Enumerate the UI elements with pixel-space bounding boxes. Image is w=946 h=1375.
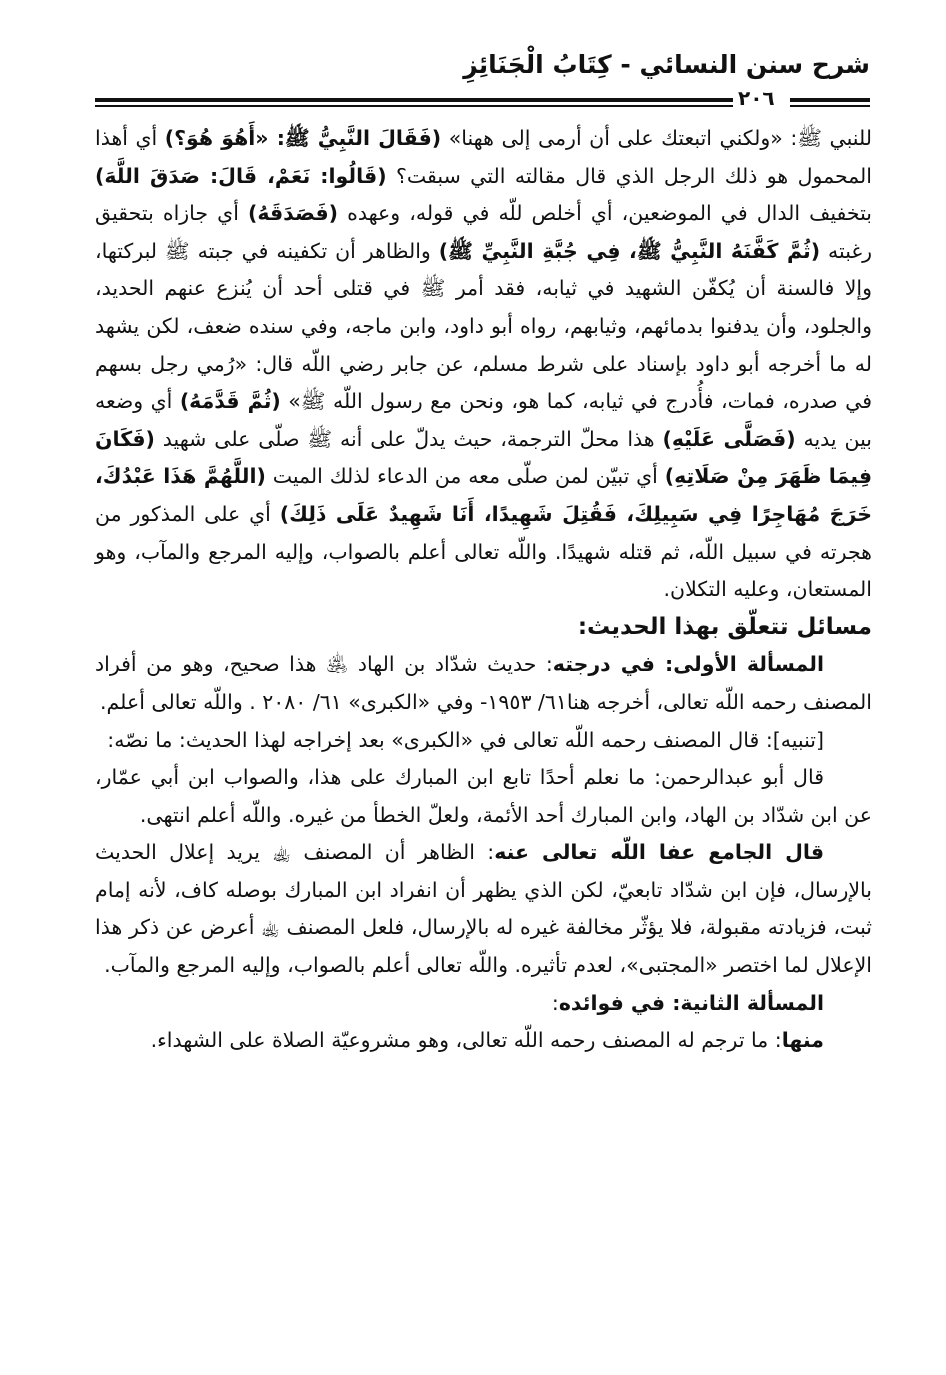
text: قال أبو عبدالرحمن: ما نعلم أحدًا تابع ابن المبارك على هذا، والصواب ابن أبي عمّار، عن ابن شدّاد بن الهاد، وابن المبارك أحد الأئمة، ولعلّ الخطأ من غيره. واللّه أعلم انتهى. xyxy=(95,765,872,827)
text: أي وضعه بين يديه xyxy=(95,389,873,451)
bold-text: (اللَّهُمَّ هَذَا عَبْدُكَ، خَرَجَ مُهَاجِرًا فِي سَبِيلِكَ، فَقُتِلَ شَهِيدًا، أَنَا شَهِيدٌ عَلَى ذَلِكَ) xyxy=(95,464,872,526)
text: هذا محلّ الترجمة، حيث يدلّ على أنه ﷺ صلّى على شهيد xyxy=(154,426,663,451)
bold-text: (قَالُوا: نَعَمْ، قَالَ: صَدَقَ اللَّهَ) xyxy=(95,163,387,188)
text: أي أهذا المحمول هو ذلك الرجل الذي قال مقالته التي سبقت؟ xyxy=(95,126,872,188)
paragraph xyxy=(95,646,872,721)
text: : ما ترجم له المصنف رحمه اللّه تعالى، وهو مشروعيّة الصلاة على الشهداء. xyxy=(150,1028,782,1053)
text: أي على المذكور من هجرته في سبيل اللّه، ثم قتله شهيدًا. واللّه تعالى أعلم بالصواب، وإليه المرجع والمآب، وهو المستعان، وعليه التكلان. xyxy=(95,501,872,602)
header-rule-thin xyxy=(95,105,733,107)
bold-text: (فَصَدَقَهُ) xyxy=(247,201,339,226)
text: بتخفيف الدال في الموضعين، أي أخلص للّه في قوله، وعهده xyxy=(338,201,873,226)
header-rule-short-thin xyxy=(790,105,870,107)
page-number: ٢٠٦ xyxy=(738,86,775,110)
bold-text: منها xyxy=(781,1028,824,1053)
bold-text: المسألة الثانية: في فوائده xyxy=(558,990,824,1015)
text: [تنبيه]: قال المصنف رحمه اللّه تعالى في «الكبرى» بعد إخراجه لهذا الحديث: ما نصّه: xyxy=(107,727,824,752)
header-rule xyxy=(95,98,733,102)
text: للنبي ﷺ: «ولكني اتبعتك على أن أرمى إلى ههنا» xyxy=(441,126,873,150)
bold-text: قال الجامع عفا اللّه تعالى عنه xyxy=(494,840,824,865)
paragraph xyxy=(95,834,872,984)
header-rule-short xyxy=(790,98,870,102)
bold-text: (ثُمَّ قَدَّمَهُ) xyxy=(179,389,281,414)
paragraph xyxy=(95,722,872,760)
paragraph xyxy=(95,1022,872,1060)
bold-text: (فَقَالَ النَّبِيُّ ﷺ: «أَهُوَ هُوَ؟) xyxy=(164,126,442,150)
bold-text: (فَكَانَ فِيمَا ظَهَرَ مِنْ صَلَاتِهِ) xyxy=(95,426,872,489)
text: أي جازاه بتحقيق رغبته xyxy=(95,201,873,263)
bold-text: مسائل تتعلّق بهذا الحديث: xyxy=(577,613,872,640)
bold-text: (فَصَلَّى عَلَيْهِ) xyxy=(662,426,796,451)
text: : الظاهر أن المصنف ﵀ يريد إعلال الحديث بالإرسال، فإن ابن شدّاد تابعيّ، لكن الذي يظهر أن انفراد ابن المبارك بوصله كاف، لأنه إمام ثبت، فزيادته مقبولة، فلا يؤثّر مخالفة غيره له بالإرسال، فلعل المصنف ﵀ أعرض عن ذكر هذا الإعلال لما اختصر «المجتبى»، لعدم تأثيره. واللّه تعالى أعلم بالصواب، وإليه المرجع والمآب. xyxy=(95,840,872,978)
section-heading xyxy=(95,609,872,647)
text: : xyxy=(551,990,559,1015)
paragraph xyxy=(95,985,872,1023)
bold-text: المسألة الأولى: في درجته xyxy=(552,652,824,677)
text: والظاهر أن تكفينه في جبته ﷺ لبركتها، وإلا فالسنة أن يُكفّن الشهيد في ثيابه، فقد أمر ﷺ في قتلى أحد أن يُنزع عنهم الحديد، والجلود، وأن يدفنوا بدمائهم، وثيابهم، رواه أبو داود، وابن ماجه، وفي سنده ضعف، لكن يشهد له ما أخرجه أبو داود بإسناد على شرط مسلم، عن جابر رضي اللّه قال: «رُمي رجل بسهم في صدره، فمات، فأُدرج في ثيابه، كما هو، ونحن مع رسول اللّه ﷺ» xyxy=(95,238,873,414)
paragraph xyxy=(95,120,872,609)
text: أي تبيّن لمن صلّى معه من الدعاء لذلك الميت xyxy=(265,464,665,489)
running-header-title: شرح سنن النسائي - كِتَابُ الْجَنَائِزِ xyxy=(463,50,870,79)
text: : حديث شدّاد بن الهاد ﵁ هذا صحيح، وهو من أفراد المصنف رحمه اللّه تعالى، أخرجه هنا٦١/ ١٩٥٣- وفي «الكبرى» ٦١/ ٢٠٨٠ . واللّه تعالى أعلم. xyxy=(95,652,872,714)
bold-text: (ثُمَّ كَفَّنَهُ النَّبِيُّ ﷺ، فِي جُبَّةِ النَّبِيِّ ﷺ) xyxy=(438,238,821,263)
page-body xyxy=(95,120,872,1060)
paragraph xyxy=(95,759,872,834)
